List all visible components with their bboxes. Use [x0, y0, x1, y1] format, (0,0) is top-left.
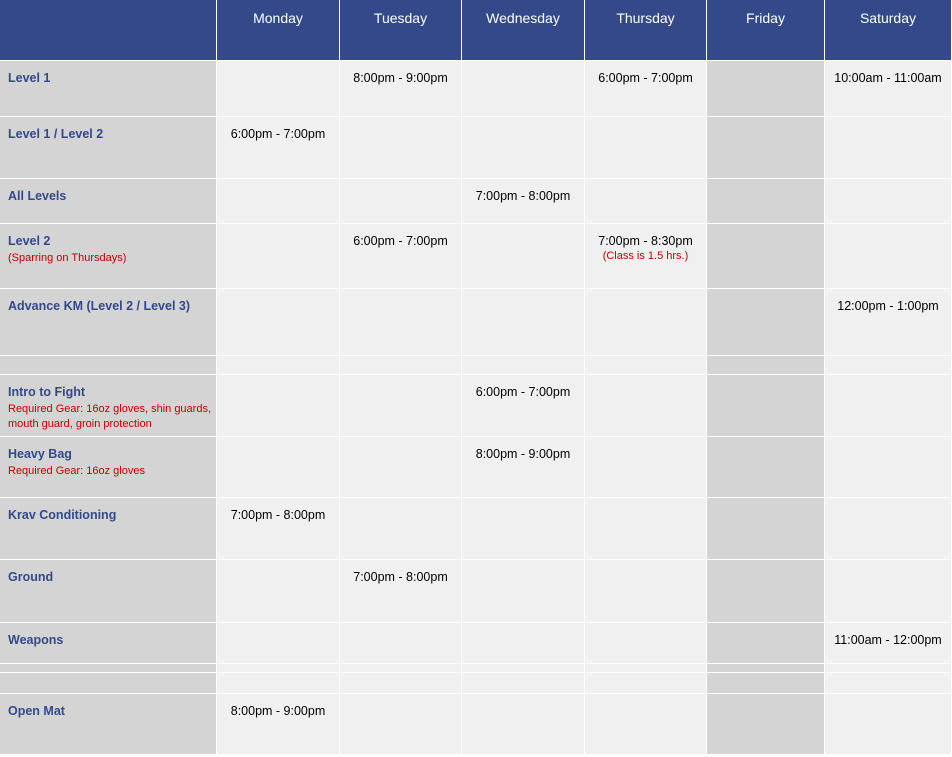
class-time: 8:00pm - 9:00pm	[475, 447, 571, 461]
time-slot-cell	[825, 694, 951, 754]
table-row	[0, 289, 951, 355]
class-name-cell	[0, 61, 216, 116]
class-name: Heavy Bag	[8, 447, 72, 461]
spacer-cell	[217, 664, 339, 672]
class-time: 7:00pm - 8:00pm	[475, 189, 571, 203]
time-slot-cell	[825, 560, 951, 622]
table-row	[0, 437, 951, 497]
time-slot-cell	[825, 117, 951, 178]
time-slot-cell	[825, 224, 951, 288]
time-slot-cell	[825, 437, 951, 497]
time-slot-cell	[825, 61, 951, 116]
class-time: 6:00pm - 7:00pm	[598, 71, 693, 85]
time-slot-cell	[217, 623, 339, 663]
time-slot-cell	[825, 375, 951, 436]
time-slot-cell	[825, 179, 951, 223]
class-name: Level 1 / Level 2	[8, 127, 104, 141]
table-row	[0, 498, 951, 559]
time-slot-cell	[462, 289, 584, 355]
spacer-cell	[585, 356, 706, 374]
time-slot-cell	[825, 498, 951, 559]
spacer-cell	[0, 356, 216, 374]
time-slot-cell	[585, 179, 706, 223]
time-slot-cell	[340, 623, 461, 663]
time-slot-cell	[340, 61, 461, 116]
day-header-friday: Friday	[707, 0, 824, 60]
time-slot-cell	[340, 179, 461, 223]
time-slot-cell	[707, 437, 824, 497]
spacer-cell	[707, 356, 824, 374]
spacer-cell	[825, 664, 951, 672]
table-row	[0, 117, 951, 178]
time-slot-cell	[217, 694, 339, 754]
class-name: Advance KM (Level 2 / Level 3)	[8, 299, 191, 313]
time-slot-cell	[217, 289, 339, 355]
class-time: 6:00pm - 7:00pm	[230, 127, 326, 141]
time-slot-cell	[217, 117, 339, 178]
time-slot-cell	[462, 623, 584, 663]
class-time: 10:00am - 11:00am	[834, 71, 942, 85]
class-note: Required Gear: 16oz gloves	[8, 465, 145, 477]
spacer-cell	[707, 664, 824, 672]
time-slot-cell	[825, 623, 951, 663]
time-slot-cell	[217, 224, 339, 288]
class-name-cell	[0, 560, 216, 622]
spacer-cell	[585, 664, 706, 672]
time-slot-cell	[707, 498, 824, 559]
class-time: 7:00pm - 8:00pm	[230, 508, 326, 522]
class-name: Krav Conditioning	[8, 508, 117, 522]
table-row	[0, 694, 951, 754]
time-slot-cell	[462, 498, 584, 559]
table-row	[0, 224, 951, 288]
class-time: 12:00pm - 1:00pm	[837, 299, 939, 313]
spacer-cell	[825, 673, 951, 693]
time-slot-cell	[707, 224, 824, 288]
class-time: 8:00pm - 9:00pm	[230, 704, 326, 718]
spacer-cell	[707, 673, 824, 693]
time-slot-cell	[340, 498, 461, 559]
class-name-cell	[0, 289, 216, 355]
class-note: Required Gear: 16oz gloves, shin guards, mouth guard, groin protection	[8, 403, 212, 430]
time-slot-cell	[217, 437, 339, 497]
class-name-cell	[0, 117, 216, 178]
time-slot-cell	[462, 694, 584, 754]
spacer-row	[0, 664, 951, 672]
time-slot-cell	[217, 61, 339, 116]
class-time: 7:00pm - 8:00pm	[353, 570, 448, 584]
schedule-body	[0, 61, 951, 754]
time-slot-cell	[585, 694, 706, 754]
time-slot-cell	[340, 117, 461, 178]
time-slot-cell	[585, 623, 706, 663]
class-name-cell	[0, 375, 216, 436]
spacer-cell	[462, 664, 584, 672]
time-slot-cell	[585, 375, 706, 436]
class-name-cell	[0, 437, 216, 497]
time-slot-cell	[340, 560, 461, 622]
time-slot-cell	[707, 623, 824, 663]
time-note: (Class is 1.5 hrs.)	[602, 250, 689, 262]
time-slot-cell	[585, 498, 706, 559]
time-slot-cell	[707, 117, 824, 178]
class-name: Level 2	[8, 234, 51, 248]
class-name-cell	[0, 623, 216, 663]
time-slot-cell	[585, 224, 706, 288]
spacer-row	[0, 356, 951, 374]
spacer-cell	[0, 664, 216, 672]
time-slot-cell	[340, 224, 461, 288]
time-slot-cell	[340, 437, 461, 497]
class-name-cell	[0, 224, 216, 288]
time-slot-cell	[585, 61, 706, 116]
table-row	[0, 61, 951, 116]
header-corner	[0, 0, 216, 60]
class-name: Open Mat	[8, 704, 65, 718]
time-slot-cell	[217, 375, 339, 436]
spacer-cell	[217, 356, 339, 374]
time-slot-cell	[217, 179, 339, 223]
time-slot-cell	[462, 61, 584, 116]
time-slot-cell	[462, 437, 584, 497]
class-name-cell	[0, 694, 216, 754]
spacer-row	[0, 673, 951, 693]
spacer-cell	[462, 673, 584, 693]
class-name: All Levels	[8, 189, 67, 203]
time-slot-cell	[217, 560, 339, 622]
spacer-cell	[340, 673, 461, 693]
table-row	[0, 623, 951, 663]
time-slot-cell	[707, 289, 824, 355]
time-slot-cell	[707, 560, 824, 622]
spacer-cell	[585, 673, 706, 693]
spacer-cell	[217, 673, 339, 693]
time-slot-cell	[462, 179, 584, 223]
spacer-cell	[340, 664, 461, 672]
class-name-cell	[0, 498, 216, 559]
class-time: 11:00am - 12:00pm	[834, 633, 942, 647]
time-slot-cell	[585, 437, 706, 497]
time-slot-cell	[707, 694, 824, 754]
time-slot-cell	[707, 179, 824, 223]
time-slot-cell	[340, 375, 461, 436]
spacer-cell	[462, 356, 584, 374]
class-name: Level 1	[8, 71, 51, 85]
time-slot-cell	[462, 560, 584, 622]
time-slot-cell	[825, 289, 951, 355]
day-header-wednesday: Wednesday	[462, 0, 584, 60]
spacer-cell	[0, 673, 216, 693]
time-slot-cell	[707, 375, 824, 436]
day-header-monday: Monday	[217, 0, 339, 60]
class-time: 8:00pm - 9:00pm	[353, 71, 448, 85]
time-slot-cell	[462, 224, 584, 288]
table-row	[0, 375, 951, 436]
class-note: (Sparring on Thursdays)	[8, 252, 127, 264]
day-header-tuesday: Tuesday	[340, 0, 461, 60]
time-slot-cell	[585, 560, 706, 622]
day-header-saturday: Saturday	[825, 0, 951, 60]
class-name: Ground	[8, 570, 54, 584]
time-slot-cell	[340, 694, 461, 754]
table-row	[0, 179, 951, 223]
spacer-cell	[340, 356, 461, 374]
class-name: Weapons	[8, 633, 64, 647]
day-header-thursday: Thursday	[585, 0, 706, 60]
header-row	[0, 0, 951, 60]
class-time: 7:00pm - 8:30pm	[598, 234, 693, 248]
table-row	[0, 560, 951, 622]
time-slot-cell	[585, 117, 706, 178]
time-slot-cell	[340, 289, 461, 355]
class-time: 6:00pm - 7:00pm	[475, 385, 571, 399]
time-slot-cell	[462, 117, 584, 178]
spacer-cell	[825, 356, 951, 374]
time-slot-cell	[217, 498, 339, 559]
time-slot-cell	[462, 375, 584, 436]
time-slot-cell	[585, 289, 706, 355]
class-time: 6:00pm - 7:00pm	[353, 234, 448, 248]
class-name: Intro to Fight	[8, 385, 86, 399]
class-name-cell	[0, 179, 216, 223]
time-slot-cell	[707, 61, 824, 116]
